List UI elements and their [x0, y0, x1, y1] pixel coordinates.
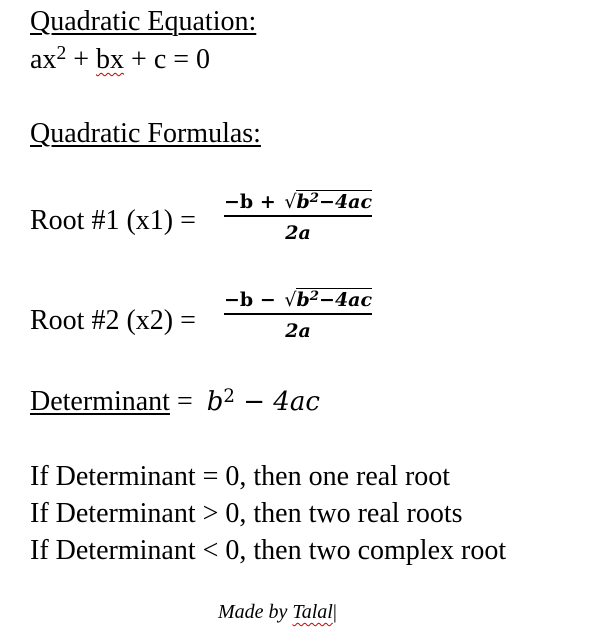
root2-fraction: [224, 288, 372, 343]
root2-num-left: −b −: [224, 289, 283, 311]
determinant-rest: − 4ac: [234, 387, 320, 417]
root2-fraction-bar: [224, 313, 372, 315]
rule-line: If Determinant < 0, then two complex root: [30, 535, 507, 566]
equation-exponent: 2: [56, 43, 67, 65]
root1-fraction: [224, 190, 372, 245]
root1-fraction-bar: [224, 215, 372, 217]
rules-list: [30, 458, 506, 569]
root1-radicand-exp: 2: [309, 191, 320, 207]
root2-numerator: [224, 288, 372, 312]
root2-radicand-b: b: [296, 289, 310, 311]
root1-num-left: −b +: [224, 191, 283, 213]
equation-bx: bx: [96, 44, 125, 75]
determinant-label: Determinant: [30, 386, 170, 417]
determinant-equals: =: [169, 386, 207, 417]
sqrt-icon: √: [284, 289, 297, 311]
root2-radicand-rest: −4ac: [319, 289, 373, 311]
root1-numerator: [224, 190, 372, 214]
equation-ax: ax: [30, 44, 57, 75]
root1-radicand-b: b: [296, 191, 310, 213]
determinant-line: [30, 386, 320, 418]
root1-denominator: 2a: [285, 222, 311, 244]
rule-line: If Determinant > 0, then two real roots: [30, 498, 463, 529]
determinant-exp: 2: [223, 385, 235, 407]
sqrt-icon: √: [284, 191, 297, 213]
equation-rest: + c = 0: [124, 44, 211, 75]
formulas-heading: Quadratic Formulas:: [30, 118, 261, 149]
quadratic-equation-line: [30, 44, 210, 76]
root2-radicand: [296, 288, 372, 310]
root2-label: Root #2 (x2) =: [30, 305, 196, 336]
credit-name: Talal: [292, 601, 333, 623]
determinant-b: b: [206, 387, 224, 417]
root2-denominator: 2a: [285, 320, 311, 342]
root1-label: Root #1 (x1) =: [30, 205, 196, 236]
root2-radicand-exp: 2: [309, 289, 320, 305]
root1-radicand-rest: −4ac: [319, 191, 373, 213]
equation-plus: +: [66, 44, 97, 75]
credit-prefix: Made by: [218, 601, 293, 623]
credit-line: [218, 601, 337, 624]
determinant-expression: [207, 387, 320, 417]
root1-radicand: [296, 190, 372, 212]
text-cursor: |: [332, 601, 337, 623]
rule-line: If Determinant = 0, then one real root: [30, 461, 451, 492]
equation-heading: Quadratic Equation:: [30, 6, 257, 37]
